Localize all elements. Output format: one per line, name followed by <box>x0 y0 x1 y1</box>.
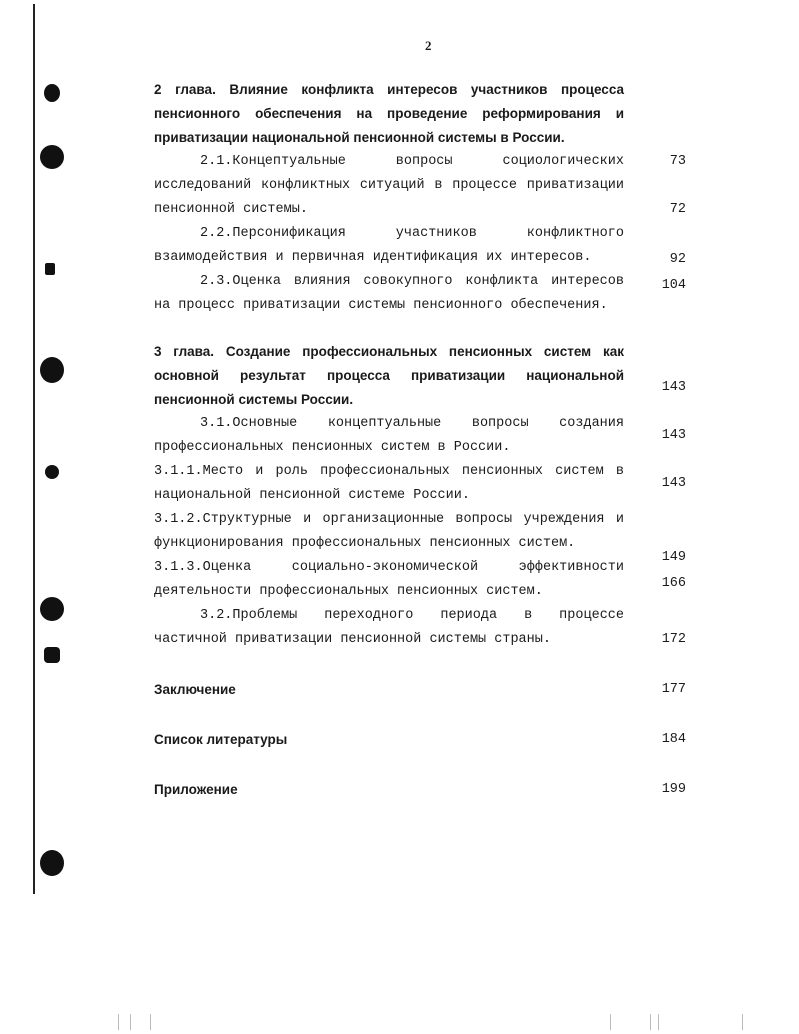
toc-entry-section-2-1 <box>154 150 686 222</box>
punch-hole <box>40 850 64 876</box>
toc-entry-section-2-3 <box>154 270 686 318</box>
toc-entry-text: 3 глава. Создание профессиональных пенсионных систем как основной результат процесса приватизации национальной пенсионной системы России. <box>154 344 624 407</box>
punch-hole <box>40 357 64 383</box>
spacer <box>154 702 686 728</box>
toc-entry-page: 184 <box>661 732 686 747</box>
spacer <box>154 318 686 340</box>
toc-entry-page: 149 <box>661 550 686 565</box>
toc-entry-section-3-1-1 <box>154 460 686 508</box>
toc-entry-text: 2.1.Концептуальные вопросы социологических исследований конфликтных ситуаций в процессе приватизации пенсионной системы. <box>154 154 624 217</box>
spacer <box>154 652 686 678</box>
scan-mark <box>742 1014 743 1030</box>
toc-entry-text: 2.3.Оценка влияния совокупного конфликта интересов на процесс приватизации системы пенсионного обеспечения. <box>154 274 624 313</box>
punch-hole <box>44 647 60 663</box>
toc-entry-section-3-1-2 <box>154 508 686 565</box>
toc-entry-text: 3.1.Основные концептуальные вопросы создания профессиональных пенсионных систем в России. <box>154 416 624 455</box>
scan-mark <box>610 1014 611 1030</box>
toc-entry-section-3-1-3 <box>154 556 686 604</box>
toc-entry-text: Приложение <box>154 782 238 797</box>
toc-entry-page: 92 <box>669 252 686 267</box>
scan-mark <box>118 1014 119 1030</box>
toc-entry-page: 166 <box>661 576 686 591</box>
toc-entry-page: 177 <box>661 682 686 697</box>
toc-entry-page: 72 <box>669 202 686 217</box>
toc-entry-page: 143 <box>661 476 686 491</box>
toc-entry-text: 3.1.2.Структурные и организационные вопросы учреждения и функционирования профессиональных пенсионных систем. <box>154 512 624 551</box>
scan-mark <box>130 1014 131 1030</box>
toc-entry-chapter-2 <box>154 78 686 169</box>
toc-entry-text: 3.1.3.Оценка социально-экономической эффективности деятельности профессиональных пенсионных систем. <box>154 560 624 599</box>
binder-edge-line <box>33 4 35 894</box>
toc-entry-page: 143 <box>661 380 686 395</box>
scan-mark <box>150 1014 151 1030</box>
toc-entry-appendix <box>154 778 686 802</box>
toc-entry-conclusion <box>154 678 686 702</box>
toc-entry-page: 104 <box>661 278 686 293</box>
toc-entry-page: 73 <box>669 154 686 169</box>
toc-entry-text: Заключение <box>154 682 236 697</box>
punch-hole <box>45 263 55 275</box>
toc-entry-section-3-1 <box>154 412 686 460</box>
spacer <box>154 752 686 778</box>
toc-entry-page: 172 <box>661 632 686 647</box>
toc-entry-text: Список литературы <box>154 732 288 747</box>
scan-mark <box>658 1014 659 1030</box>
punch-hole <box>45 465 59 479</box>
toc-entry-text: 2.2.Персонификация участников конфликтного взаимодействия и первичная идентификация их интересов. <box>154 226 624 265</box>
toc-entry-text: 2 глава. Влияние конфликта интересов участников процесса пенсионного обеспечения на проведение реформирования и приватизации национальной пенсионной системы в России. <box>154 82 624 145</box>
toc-entry-references <box>154 728 686 752</box>
punch-hole <box>40 597 64 621</box>
scan-artifacts <box>110 1014 750 1032</box>
toc-entry-text: 3.1.1.Место и роль профессиональных пенсионных систем в национальной пенсионной системе России. <box>154 464 624 503</box>
page-number: 2 <box>425 38 432 53</box>
punch-hole <box>40 145 64 169</box>
punch-hole <box>44 84 60 102</box>
toc-entry-section-3-2 <box>154 604 686 652</box>
toc-entry-page: 199 <box>661 782 686 797</box>
scan-mark <box>650 1014 651 1030</box>
toc-entry-page: 143 <box>661 428 686 443</box>
table-of-contents <box>154 78 686 802</box>
toc-entry-text: 3.2.Проблемы переходного периода в процессе частичной приватизации пенсионной системы страны. <box>154 608 624 647</box>
toc-entry-section-2-2 <box>154 222 686 270</box>
toc-entry-chapter-3 <box>154 340 686 412</box>
